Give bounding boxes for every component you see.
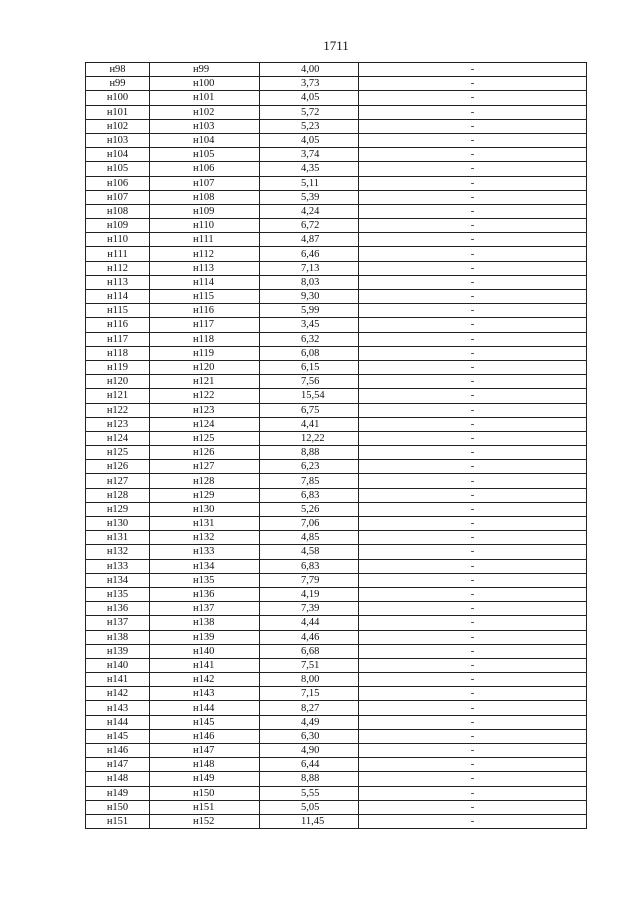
note-cell: - [359,119,587,133]
note-cell: - [359,105,587,119]
note-cell: - [359,460,587,474]
point-from-cell: н134 [86,573,150,587]
table-row [86,261,587,275]
point-to-cell: н128 [150,474,260,488]
note-cell: - [359,587,587,601]
point-to-cell: н110 [150,219,260,233]
point-from-cell: н141 [86,673,150,687]
note-cell: - [359,91,587,105]
point-to-cell: н142 [150,673,260,687]
point-to-cell: н100 [150,77,260,91]
distance-cell: 4,44 [260,616,359,630]
point-from-cell: н100 [86,91,150,105]
distance-cell: 4,49 [260,715,359,729]
point-to-cell: н113 [150,261,260,275]
table-row [86,630,587,644]
table-row [86,573,587,587]
point-from-cell: н103 [86,133,150,147]
distance-cell: 4,46 [260,630,359,644]
distance-cell: 5,99 [260,304,359,318]
point-to-cell: н129 [150,488,260,502]
point-from-cell: н125 [86,446,150,460]
point-to-cell: н127 [150,460,260,474]
point-to-cell: н116 [150,304,260,318]
point-from-cell: н139 [86,644,150,658]
table-row [86,148,587,162]
note-cell: - [359,772,587,786]
table-row [86,531,587,545]
distance-cell: 6,08 [260,346,359,360]
table-row [86,176,587,190]
table-row [86,715,587,729]
note-cell: - [359,417,587,431]
distance-cell: 7,15 [260,687,359,701]
point-to-cell: н148 [150,758,260,772]
point-to-cell: н117 [150,318,260,332]
point-to-cell: н103 [150,119,260,133]
table-row [86,346,587,360]
table-row [86,119,587,133]
note-cell: - [359,133,587,147]
table-row [86,701,587,715]
distance-cell: 6,30 [260,729,359,743]
distance-cell: 4,05 [260,133,359,147]
table-row [86,587,587,601]
distance-cell: 4,35 [260,162,359,176]
point-to-cell: н109 [150,204,260,218]
note-cell: - [359,77,587,91]
note-cell: - [359,360,587,374]
point-from-cell: н110 [86,233,150,247]
point-from-cell: н131 [86,531,150,545]
table-row [86,559,587,573]
point-from-cell: н102 [86,119,150,133]
note-cell: - [359,602,587,616]
point-from-cell: н130 [86,517,150,531]
table-row [86,275,587,289]
note-cell: - [359,573,587,587]
page-number: 1711 [323,38,349,53]
point-to-cell: н150 [150,786,260,800]
point-to-cell: н101 [150,91,260,105]
note-cell: - [359,431,587,445]
note-cell: - [359,63,587,77]
distance-cell: 7,51 [260,658,359,672]
note-cell: - [359,502,587,516]
table-row [86,545,587,559]
point-to-cell: н124 [150,417,260,431]
table-row [86,417,587,431]
point-to-cell: н125 [150,431,260,445]
distance-cell: 7,39 [260,602,359,616]
note-cell: - [359,658,587,672]
distance-cell: 5,05 [260,800,359,814]
point-to-cell: н111 [150,233,260,247]
point-to-cell: н134 [150,559,260,573]
point-from-cell: н126 [86,460,150,474]
distance-cell: 3,45 [260,318,359,332]
distance-cell: 4,05 [260,91,359,105]
note-cell: - [359,403,587,417]
distance-cell: 5,23 [260,119,359,133]
table-row [86,105,587,119]
point-from-cell: н150 [86,800,150,814]
point-from-cell: н147 [86,758,150,772]
table-row [86,77,587,91]
point-to-cell: н140 [150,644,260,658]
note-cell: - [359,673,587,687]
distance-cell: 4,00 [260,63,359,77]
point-from-cell: н121 [86,389,150,403]
point-from-cell: н99 [86,77,150,91]
point-from-cell: н138 [86,630,150,644]
point-to-cell: н141 [150,658,260,672]
note-cell: - [359,261,587,275]
coordinates-table [85,62,587,829]
note-cell: - [359,318,587,332]
point-to-cell: н139 [150,630,260,644]
point-from-cell: н116 [86,318,150,332]
note-cell: - [359,488,587,502]
note-cell: - [359,389,587,403]
note-cell: - [359,687,587,701]
note-cell: - [359,800,587,814]
table-row [86,403,587,417]
point-to-cell: н146 [150,729,260,743]
note-cell: - [359,346,587,360]
table-row [86,772,587,786]
point-from-cell: н128 [86,488,150,502]
point-to-cell: н143 [150,687,260,701]
distance-cell: 6,23 [260,460,359,474]
distance-cell: 5,55 [260,786,359,800]
point-from-cell: н133 [86,559,150,573]
table-row [86,673,587,687]
distance-cell: 8,03 [260,275,359,289]
table-row [86,644,587,658]
point-to-cell: н107 [150,176,260,190]
distance-cell: 5,39 [260,190,359,204]
distance-cell: 4,58 [260,545,359,559]
point-to-cell: н102 [150,105,260,119]
point-to-cell: н106 [150,162,260,176]
point-from-cell: н117 [86,332,150,346]
note-cell: - [359,219,587,233]
note-cell: - [359,701,587,715]
note-cell: - [359,332,587,346]
point-to-cell: н132 [150,531,260,545]
point-from-cell: н127 [86,474,150,488]
distance-cell: 5,11 [260,176,359,190]
point-from-cell: н118 [86,346,150,360]
distance-cell: 8,00 [260,673,359,687]
distance-cell: 8,88 [260,772,359,786]
point-to-cell: н131 [150,517,260,531]
point-from-cell: н101 [86,105,150,119]
note-cell: - [359,517,587,531]
note-cell: - [359,474,587,488]
distance-cell: 9,30 [260,290,359,304]
table-row [86,446,587,460]
note-cell: - [359,616,587,630]
point-from-cell: н120 [86,375,150,389]
point-from-cell: н129 [86,502,150,516]
table-row [86,474,587,488]
point-to-cell: н130 [150,502,260,516]
table-row [86,233,587,247]
point-to-cell: н112 [150,247,260,261]
note-cell: - [359,176,587,190]
table-row [86,502,587,516]
point-from-cell: н108 [86,204,150,218]
distance-cell: 6,83 [260,559,359,573]
point-to-cell: н119 [150,346,260,360]
point-to-cell: н137 [150,602,260,616]
point-from-cell: н124 [86,431,150,445]
distance-cell: 4,87 [260,233,359,247]
table-row [86,304,587,318]
table-row [86,389,587,403]
distance-cell: 11,45 [260,814,359,828]
point-to-cell: н152 [150,814,260,828]
table-row [86,431,587,445]
point-to-cell: н136 [150,587,260,601]
point-to-cell: н114 [150,275,260,289]
table-row [86,332,587,346]
point-to-cell: н105 [150,148,260,162]
note-cell: - [359,531,587,545]
distance-cell: 4,24 [260,204,359,218]
table-row [86,800,587,814]
table-row [86,488,587,502]
table-row [86,219,587,233]
distance-cell: 12,22 [260,431,359,445]
note-cell: - [359,744,587,758]
table-row [86,91,587,105]
point-to-cell: н149 [150,772,260,786]
point-from-cell: н112 [86,261,150,275]
point-to-cell: н118 [150,332,260,346]
point-from-cell: н137 [86,616,150,630]
point-from-cell: н142 [86,687,150,701]
table-row [86,758,587,772]
point-from-cell: н151 [86,814,150,828]
note-cell: - [359,545,587,559]
point-from-cell: н113 [86,275,150,289]
point-from-cell: н123 [86,417,150,431]
point-from-cell: н104 [86,148,150,162]
distance-cell: 15,54 [260,389,359,403]
note-cell: - [359,275,587,289]
note-cell: - [359,190,587,204]
point-from-cell: н146 [86,744,150,758]
distance-cell: 6,44 [260,758,359,772]
point-to-cell: н122 [150,389,260,403]
distance-cell: 3,73 [260,77,359,91]
point-from-cell: н148 [86,772,150,786]
point-from-cell: н114 [86,290,150,304]
distance-cell: 7,85 [260,474,359,488]
distance-cell: 7,56 [260,375,359,389]
note-cell: - [359,786,587,800]
table-row [86,744,587,758]
note-cell: - [359,446,587,460]
note-cell: - [359,559,587,573]
distance-cell: 7,06 [260,517,359,531]
table-row [86,290,587,304]
point-to-cell: н144 [150,701,260,715]
note-cell: - [359,630,587,644]
distance-cell: 6,68 [260,644,359,658]
note-cell: - [359,162,587,176]
distance-cell: 8,27 [260,701,359,715]
note-cell: - [359,247,587,261]
distance-cell: 6,83 [260,488,359,502]
point-from-cell: н119 [86,360,150,374]
point-to-cell: н123 [150,403,260,417]
note-cell: - [359,290,587,304]
point-to-cell: н99 [150,63,260,77]
distance-cell: 7,79 [260,573,359,587]
table-row [86,687,587,701]
distance-cell: 4,19 [260,587,359,601]
table-row [86,517,587,531]
table-row [86,162,587,176]
note-cell: - [359,375,587,389]
point-to-cell: н138 [150,616,260,630]
table-row [86,360,587,374]
table-row [86,190,587,204]
distance-cell: 5,72 [260,105,359,119]
point-to-cell: н147 [150,744,260,758]
table-row [86,658,587,672]
point-from-cell: н105 [86,162,150,176]
distance-cell: 6,75 [260,403,359,417]
distance-cell: 8,88 [260,446,359,460]
point-from-cell: н135 [86,587,150,601]
point-to-cell: н108 [150,190,260,204]
point-to-cell: н104 [150,133,260,147]
point-to-cell: н133 [150,545,260,559]
table-row [86,729,587,743]
table-row [86,204,587,218]
table-row [86,786,587,800]
point-from-cell: н144 [86,715,150,729]
point-from-cell: н132 [86,545,150,559]
point-from-cell: н109 [86,219,150,233]
point-from-cell: н136 [86,602,150,616]
point-to-cell: н126 [150,446,260,460]
point-to-cell: н120 [150,360,260,374]
note-cell: - [359,148,587,162]
point-to-cell: н135 [150,573,260,587]
distance-cell: 6,15 [260,360,359,374]
table-body [86,63,587,829]
table-row [86,602,587,616]
table-row [86,247,587,261]
table-row [86,318,587,332]
point-to-cell: н151 [150,800,260,814]
note-cell: - [359,644,587,658]
note-cell: - [359,758,587,772]
point-from-cell: н107 [86,190,150,204]
table-row [86,375,587,389]
point-to-cell: н115 [150,290,260,304]
note-cell: - [359,729,587,743]
distance-cell: 3,74 [260,148,359,162]
table-row [86,616,587,630]
table-row [86,133,587,147]
point-from-cell: н98 [86,63,150,77]
point-from-cell: н149 [86,786,150,800]
distance-cell: 4,41 [260,417,359,431]
note-cell: - [359,814,587,828]
point-from-cell: н122 [86,403,150,417]
table-row [86,460,587,474]
distance-cell: 4,85 [260,531,359,545]
distance-cell: 4,90 [260,744,359,758]
note-cell: - [359,233,587,247]
point-from-cell: н140 [86,658,150,672]
distance-cell: 6,32 [260,332,359,346]
distance-cell: 6,72 [260,219,359,233]
note-cell: - [359,304,587,318]
point-from-cell: н106 [86,176,150,190]
point-to-cell: н121 [150,375,260,389]
note-cell: - [359,715,587,729]
point-from-cell: н115 [86,304,150,318]
table-row [86,814,587,828]
distance-cell: 6,46 [260,247,359,261]
note-cell: - [359,204,587,218]
point-from-cell: н111 [86,247,150,261]
point-from-cell: н145 [86,729,150,743]
table-row [86,63,587,77]
distance-cell: 5,26 [260,502,359,516]
point-to-cell: н145 [150,715,260,729]
point-from-cell: н143 [86,701,150,715]
distance-cell: 7,13 [260,261,359,275]
